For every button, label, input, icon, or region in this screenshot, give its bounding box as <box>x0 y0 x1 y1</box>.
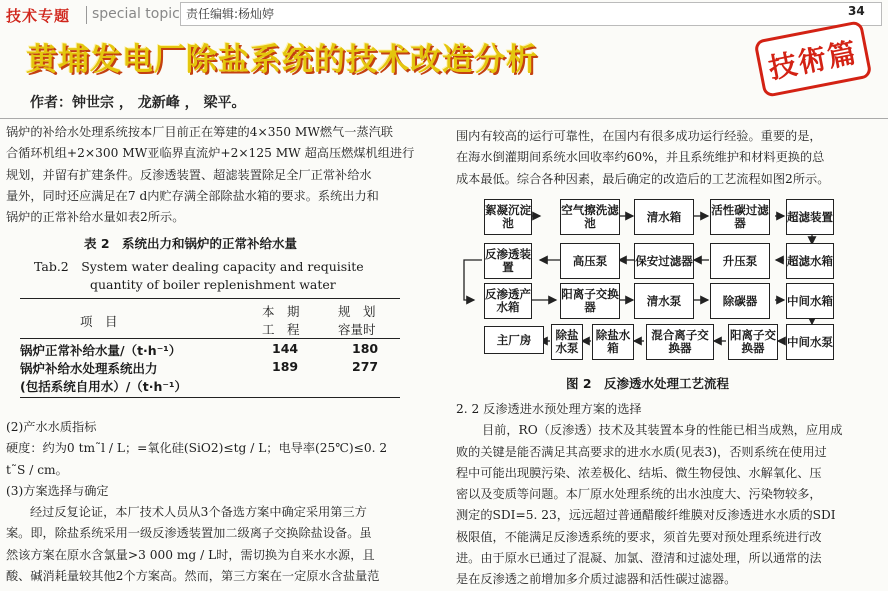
flow-box-mixed-bed: 混合离子交换器 <box>646 324 714 360</box>
text-line: 硬度：约为0 tm˜l / L；=氧化硅(SiO2)≤tg / L；电导率(25℃)≤0. 2 <box>6 441 388 456</box>
text-line: 目前，RO（反渗透）技术及其装置本身的性能已相当成熟，应用成 <box>482 423 843 438</box>
table-top-rule <box>20 298 400 299</box>
table-header-rule <box>20 338 400 339</box>
section-heading: 2. 2 反渗透进水预处理方案的选择 <box>456 402 642 416</box>
flow-box-demin-tank: 除盐水箱 <box>592 324 634 360</box>
text-line: 程中可能出现膜污染、浓差极化、结垢、微生物侵蚀、水解氧化、压 <box>456 465 822 480</box>
flow-box-air-scour-filter: 空气擦洗滤池 <box>560 199 620 235</box>
text-line: 锅炉的补给水处理系统按本厂目前正在筹建的4×350 MW燃气一蒸汽联 <box>6 125 393 139</box>
table-header-current: 本 期 <box>262 304 300 319</box>
header-rule <box>0 118 888 119</box>
section-tag-en: special topic <box>92 6 180 22</box>
text-line: 极限值，不能满足反渗透系统的要求，须首先要对预处理系统进行改 <box>456 529 822 544</box>
table-cell-current: 189 <box>272 359 299 374</box>
text-line: 密以及变质等问题。本厂原水处理系统的出水浊度大、污染物较多， <box>456 487 822 502</box>
table-cell-plan: 277 <box>352 359 379 374</box>
flow-box-coagulation-tank: 絮凝沉淀池 <box>484 199 532 235</box>
article-title: 黄埔发电厂除盐系统的技术改造分析 <box>26 42 538 78</box>
text-line: 在海水倒灌期间系统水回收率约60%，并且系统维护和材料更换的总 <box>456 150 825 165</box>
header-bar <box>180 2 882 26</box>
table-caption-en-2: quantity of boiler replenishment water <box>90 277 336 292</box>
flow-box-intermediate-tank: 中间水箱 <box>786 283 834 319</box>
figure-caption: 图 2 反渗透水处理工艺流程 <box>566 376 730 391</box>
section-2-block <box>6 417 446 587</box>
flow-box-ultrafilter: 超滤装置 <box>786 199 834 235</box>
text-line: 规划，并留有扩建条件。反渗透装置、超滤装置除足全厂正常补给水 <box>6 167 372 182</box>
text-line: 进。由于原水已通过了混凝、加氯、澄清和过滤处理，所以通常的法 <box>456 551 822 566</box>
right-section-block <box>456 399 884 591</box>
section-heading: (3)方案选择与确定 <box>6 483 109 498</box>
intro-paragraph <box>6 122 446 228</box>
flow-diagram <box>456 196 876 366</box>
flow-box-cation-exchanger-2: 阳离子交换器 <box>728 324 778 360</box>
table-cell-item-tail: (包括系统自用水）/（t·h⁻¹） <box>20 379 187 394</box>
table-cell-item: 锅炉正常补给水量/（t·h⁻¹） <box>20 343 182 358</box>
table-cell-plan: 180 <box>352 341 379 356</box>
flow-box-main-building: 主厂房 <box>484 326 544 354</box>
flow-box-clear-water-tank: 清水箱 <box>634 199 694 235</box>
flow-box-uf-tank: 超滤水箱 <box>786 243 834 279</box>
text-line: 经过反复论证，本厂技术人员从3个备选方案中确定采用第三方 <box>30 505 367 520</box>
header-divider <box>86 6 87 24</box>
text-line: 是在反渗透之前增加多介质过滤器和活性碳过滤器。 <box>456 572 737 587</box>
table-header-item: 项 目 <box>80 314 118 329</box>
flow-box-cation-exchanger: 阳离子交换器 <box>560 283 620 319</box>
section-heading: (2)产水水质指标 <box>6 420 97 434</box>
text-line: 成本最低。综合各种因素，最后确定的改造后的工艺流程如图2所示。 <box>456 171 830 186</box>
article-authors: 作者：钟世宗 ， 龙新峰 ， 梁平。 <box>30 95 246 111</box>
flow-box-ro-unit: 反渗透装置 <box>484 243 532 279</box>
text-line: 量外，同时还应满足在7 d内贮存满全部除盐水箱的要求。系统出力和 <box>6 188 379 203</box>
flow-box-clear-water-pump: 清水泵 <box>634 283 694 319</box>
table-header-plan: 规 划 <box>338 304 376 319</box>
text-line: 合循环机组+2×300 MW亚临界直流炉+2×125 MW 超高压燃煤机组进行 <box>6 146 415 161</box>
text-line: 围内有较高的运行可靠性，在国内有很多成功运行经验。重要的是， <box>456 129 822 143</box>
table-caption-en-1: Tab.2 System water dealing capacity and requisite <box>34 259 364 274</box>
flow-box-demin-pump: 除盐水泵 <box>551 324 583 360</box>
flow-box-decarbonator: 除碳器 <box>710 283 770 319</box>
text-line: 测定的SDI=5. 23，远远超过普通醋酸纤维膜对反渗透进水水质的SDI <box>456 508 836 523</box>
technique-stamp: 技術篇 <box>753 20 872 98</box>
table-header-current-2: 工 程 <box>262 322 300 337</box>
text-line: 案。即，除盐系统采用一级反渗透装置加二级离子交换除盐设备。虽 <box>6 526 372 541</box>
table-bottom-rule <box>20 397 400 398</box>
page-number: 34 <box>848 4 865 18</box>
editor-credit: 责任编辑:杨灿婷 <box>186 7 275 21</box>
table-cell-item: 锅炉补给水处理系统出力 <box>20 361 158 376</box>
right-top-paragraph <box>456 126 884 190</box>
text-line: 锅炉的正常补给水量如表2所示。 <box>6 210 185 225</box>
text-line: 然该方案在原水含氯量>3 000 mg / L时，需切换为自来水水源，且 <box>6 547 375 562</box>
table-cell-current: 144 <box>272 341 299 356</box>
flow-box-booster-pump: 升压泵 <box>710 243 770 279</box>
flow-box-hp-pump: 高压泵 <box>560 243 620 279</box>
text-line: 败的关键是能否满足其高要求的进水水质(见表3)，否则系统在使用过 <box>456 444 827 459</box>
flow-box-carbon-filter: 活性碳过滤器 <box>710 199 770 235</box>
table-caption-cn: 表 2 系统出力和锅炉的正常补给水量 <box>84 236 298 251</box>
flow-box-security-filter: 保安过滤器 <box>634 243 694 279</box>
table-header-plan-2: 容量时 <box>338 322 376 337</box>
flow-box-intermediate-pump: 中间水泵 <box>786 324 834 360</box>
text-line: 酸、碱消耗量较其他2个方案高。然而，第三方案在一定原水含盐量范 <box>6 569 380 584</box>
section-tag: 技术专题 <box>6 7 71 25</box>
flow-box-ro-product-tank: 反渗透产水箱 <box>484 283 532 319</box>
text-line: t˜S / cm。 <box>6 462 68 477</box>
